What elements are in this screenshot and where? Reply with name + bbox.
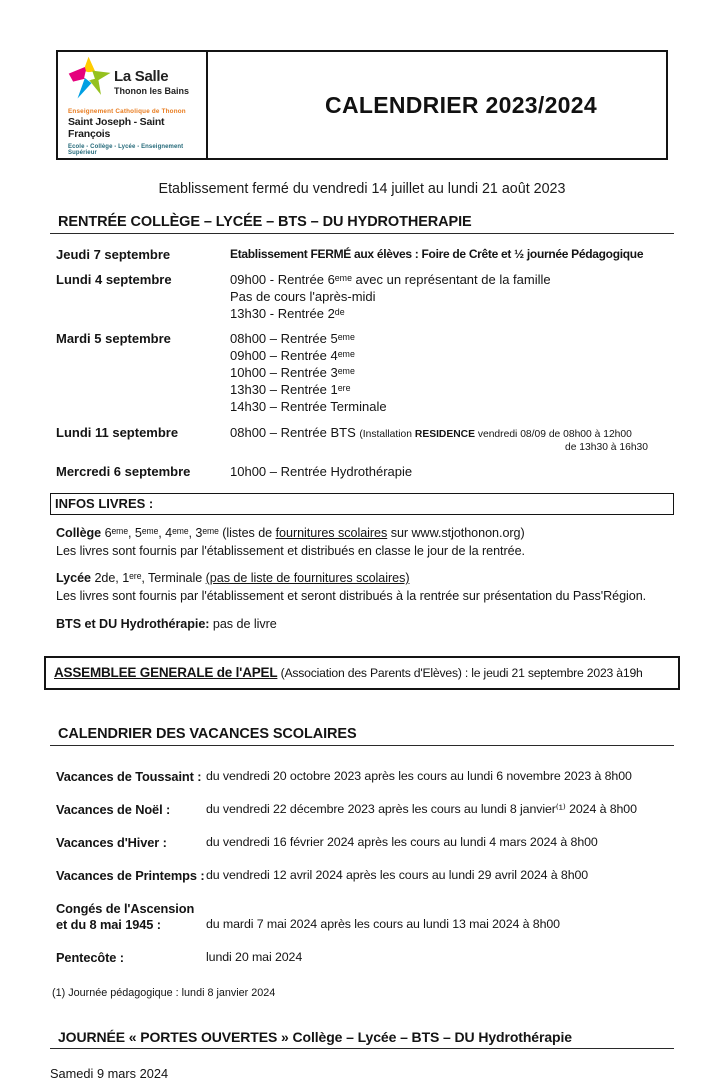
- vacances-value: lundi 20 mai 2024: [206, 949, 303, 964]
- vacances-value: du vendredi 22 décembre 2023 après les cours au lundi 8 janvier⁽¹⁾ 2024 à 8h00: [206, 801, 637, 816]
- bts-label: BTS et DU Hydrothérapie:: [56, 616, 210, 631]
- vacances-section-heading: CALENDRIER DES VACANCES SCOLAIRES: [50, 726, 674, 746]
- page-title: CALENDRIER 2023/2024: [325, 91, 597, 118]
- schedule-detail: [230, 331, 674, 415]
- lycee-books-paragraph: [56, 569, 674, 606]
- schedule-detail: [230, 464, 674, 481]
- logo-top: [68, 55, 200, 101]
- vacances-row: [56, 868, 674, 884]
- logo-names: [114, 68, 189, 96]
- lycee-line2: Les livres sont fournis par l'établissement et seront distribués à la rentrée sur présentation du Pass'Région.: [56, 589, 647, 604]
- lycee-label: Lycée: [56, 571, 91, 586]
- college-line2: Les livres sont fournis par l'établissement et distribués en classe le jour de la rentrée.: [56, 543, 526, 558]
- logo-city-text: Thonon les Bains: [114, 86, 190, 96]
- bts-note-pre: (Installation: [359, 428, 415, 440]
- vacances-row: [56, 769, 674, 785]
- logo-network-text: Enseignement Catholique de Thonon: [68, 108, 186, 115]
- bts-main-text: 08h00 – Rentrée BTS: [230, 424, 360, 440]
- college-books-paragraph: [56, 524, 674, 561]
- college-label: Collège: [56, 525, 102, 540]
- lycee-levels: 2de, 1ᵉʳᵉ, Terminale: [91, 571, 206, 586]
- vacances-label: Vacances de Toussaint :: [56, 768, 202, 784]
- vacances-label-line1: Congés de l'Ascension: [56, 900, 195, 916]
- schedule-date: Lundi 4 septembre: [56, 271, 172, 287]
- schedule-date: Jeudi 7 septembre: [56, 247, 171, 262]
- vacances-value: du mardi 7 mai 2024 après les cours au lundi 13 mai 2024 à 8h00: [206, 917, 560, 932]
- vacances-row: [56, 835, 674, 851]
- closure-notice: Etablissement fermé du vendredi 14 juillet au lundi 21 août 2023: [158, 181, 566, 197]
- vacances-label: Vacances d'Hiver :: [56, 834, 167, 850]
- document-page: [0, 50, 724, 1081]
- vacances-label: Vacances de Noël :: [56, 801, 171, 817]
- schedule-row: [56, 425, 674, 455]
- lycee-no-supplies-text: (pas de liste de fournitures scolaires): [205, 571, 410, 586]
- college-post: sur www.stjothonon.org): [387, 525, 525, 540]
- schedule-row: [56, 464, 674, 481]
- schedule-line: 10h00 – Rentrée Hydrothérapie: [230, 463, 413, 479]
- infos-livres-box: INFOS LIVRES :: [50, 493, 674, 515]
- vacances-label-line2: et du 8 mai 1945 :: [56, 916, 161, 932]
- pedagogical-day-footnote: (1) Journée pédagogique : lundi 8 janvier 2024: [52, 986, 276, 999]
- schedule-row: [56, 247, 674, 263]
- bts-note-line2: de 13h30 à 16h30: [564, 442, 648, 454]
- schedule-line: Etablissement FERMÉ aux élèves : Foire de Crête et ½ journée Pédagogique: [230, 247, 644, 261]
- vacances-row: [56, 802, 674, 818]
- vacances-row: [56, 901, 674, 933]
- schedule-date: Lundi 11 septembre: [56, 424, 179, 440]
- vacances-label: Vacances de Printemps :: [56, 867, 205, 883]
- schedule-row: [56, 272, 674, 323]
- schedule-line: 10h00 – Rentrée 3ᵉᵐᵉ: [230, 365, 355, 381]
- apel-details: (Association des Parents d'Elèves) : le jeudi 21 septembre 2023 à19h: [277, 665, 643, 680]
- rentree-section-heading: RENTRÉE COLLÈGE – LYCÉE – BTS – DU HYDROTHERAPIE: [50, 214, 674, 234]
- bts-note-bold: RESIDENCE: [414, 428, 475, 440]
- schedule-line: Pas de cours l'après-midi: [230, 288, 376, 304]
- vacances-row: [56, 950, 674, 966]
- title-cell: [208, 52, 666, 158]
- vacances-value: du vendredi 16 février 2024 après les cours au lundi 4 mars 2024 à 8h00: [206, 834, 598, 849]
- bts-text: pas de livre: [209, 616, 277, 631]
- apel-general-assembly-box: [44, 656, 680, 690]
- schedule-line: 08h00 – Rentrée 5ᵉᵐᵉ: [230, 331, 355, 347]
- schedule-date: Mardi 5 septembre: [56, 331, 171, 347]
- schedule-line: 13h30 - Rentrée 2ᵈᵉ: [230, 305, 345, 321]
- schedule-detail: [230, 272, 674, 323]
- schedule-line: 13h30 – Rentrée 1ᵉʳᵉ: [230, 382, 351, 398]
- la-salle-star-icon: [68, 55, 112, 101]
- bts-note-post: vendredi 08/09 de 08h00 à 12h00: [474, 428, 632, 440]
- college-supplies-link-text: fournitures scolaires: [275, 525, 388, 540]
- logo-schools-text: Saint Joseph - Saint François: [68, 116, 165, 140]
- portes-ouvertes-date: Samedi 9 mars 2024: [50, 1065, 169, 1081]
- apel-title: ASSEMBLEE GENERALE de l'APEL: [54, 664, 278, 680]
- schedule-line: 09h00 - Rentrée 6ᵉᵐᵉ avec un représentant de la famille: [230, 271, 551, 287]
- schedule-row: [56, 331, 674, 415]
- portes-ouvertes-heading: JOURNÉE « PORTES OUVERTES » Collège – Lycée – BTS – DU Hydrothérapie: [50, 1029, 674, 1049]
- schedule-line: [230, 425, 674, 442]
- college-levels: 6ᵉᵐᵉ, 5ᵉᵐᵉ, 4ᵉᵐᵉ, 3ᵉᵐᵉ (listes de: [101, 525, 276, 540]
- vacances-value: du vendredi 20 octobre 2023 après les cours au lundi 6 novembre 2023 à 8h00: [206, 768, 632, 783]
- vacances-value: du vendredi 12 avril 2024 après les cours au lundi 29 avril 2024 à 8h00: [206, 867, 589, 882]
- schedule-date: Mercredi 6 septembre: [56, 463, 191, 479]
- schedule-detail: [230, 247, 674, 263]
- document-header: [56, 50, 668, 160]
- bts-books-paragraph: [56, 615, 674, 633]
- vacances-label: [56, 901, 206, 933]
- schedule-detail: [230, 425, 674, 455]
- schedule-line: 09h00 – Rentrée 4ᵉᵐᵉ: [230, 348, 355, 364]
- rentree-schedule: [56, 247, 674, 481]
- logo-brand-text: La Salle: [114, 68, 169, 85]
- schedule-line: 14h30 – Rentrée Terminale: [230, 398, 387, 414]
- vacances-table: [56, 769, 674, 966]
- school-logo-block: [58, 52, 208, 158]
- logo-levels-text: Ecole - Collège - Lycée - Enseignement Supérieur: [68, 144, 184, 156]
- vacances-label: Pentecôte :: [56, 949, 124, 965]
